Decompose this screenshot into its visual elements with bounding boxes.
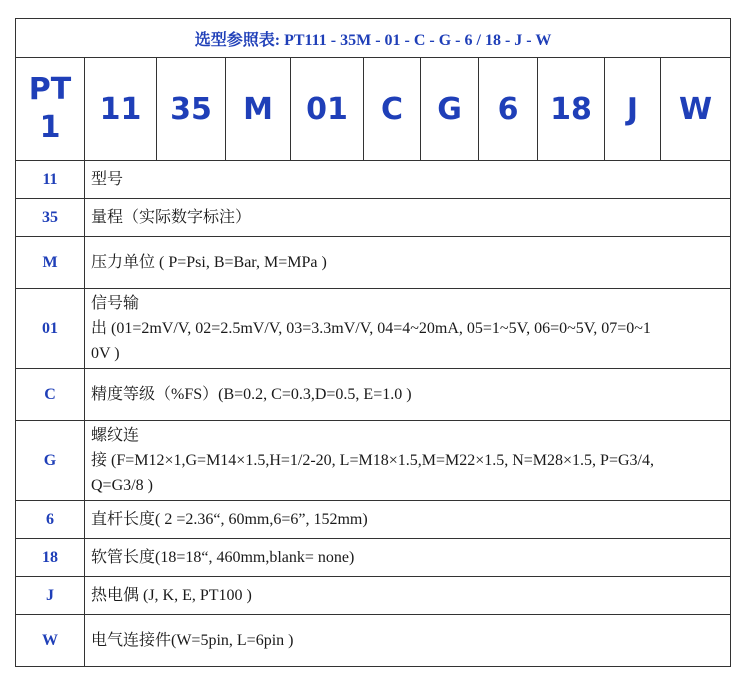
row-desc-line: 出 (01=2mV/V, 02=2.5mV/V, 03=3.3mV/V, 04=4~20mA, 05=1~5V, 06=0~5V, 07=0~1 [91,320,651,337]
row-desc: 压力单位 ( P=Psi, B=Bar, M=MPa ) [85,237,731,289]
table-title: 选型参照表: PT111 - 35M - 01 - C - G - 6 / 18 - J - W [16,19,731,58]
table-row [16,369,731,421]
table-row [16,615,731,667]
table-row [16,421,731,501]
code-hose-length: 18 [538,58,605,161]
code-unit: M [226,58,291,161]
table-row [16,289,731,369]
row-desc: 型号 [85,161,731,199]
row-desc: 软管长度(18=18“, 460mm,blank= none) [85,539,731,577]
row-key: 6 [16,501,85,539]
row-desc-line: 信号输 [91,295,140,312]
table-row [16,161,731,199]
row-desc-line: 接 (F=M12×1,G=M14×1.5,H=1/2-20, L=M18×1.5,M=M22×1.5, N=M28×1.5, P=G3/4, [91,452,654,469]
table-row [16,199,731,237]
row-desc: 量程（实际数字标注） [85,199,731,237]
code-model: 11 [85,58,157,161]
row-desc: 热电偶 (J, K, E, PT100 ) [85,577,731,615]
row-key: W [16,615,85,667]
row-desc-line: 0V ) [91,345,120,362]
row-key: C [16,369,85,421]
table-row [16,577,731,615]
row-key: 11 [16,161,85,199]
row-key: J [16,577,85,615]
code-thread: G [421,58,479,161]
table-row [16,539,731,577]
code-stem-length: 6 [479,58,538,161]
code-range: 35 [157,58,226,161]
code-signal: 01 [291,58,364,161]
code-accuracy: C [364,58,421,161]
row-desc: 精度等级（%FS）(B=0.2, C=0.3,D=0.5, E=1.0 ) [85,369,731,421]
row-desc: 电气连接件(W=5pin, L=6pin ) [85,615,731,667]
row-key: G [16,421,85,501]
row-key: 18 [16,539,85,577]
row-key: 35 [16,199,85,237]
table-row [16,237,731,289]
row-desc [85,289,731,369]
code-thermocouple: J [605,58,661,161]
table-row [16,501,731,539]
row-key: M [16,237,85,289]
code-prefix [16,58,85,161]
row-key: 01 [16,289,85,369]
code-row [16,58,731,161]
row-desc [85,421,731,501]
row-desc-line: Q=G3/8 ) [91,477,153,494]
row-desc-line: 螺纹连 [91,427,140,444]
selection-reference-table [15,18,731,667]
code-prefix-bottom: 1 [39,110,61,145]
code-prefix-top: PT [28,72,72,107]
row-desc: 直杆长度( 2 =2.36“, 60mm,6=6”, 152mm) [85,501,731,539]
code-connector: W [661,58,731,161]
